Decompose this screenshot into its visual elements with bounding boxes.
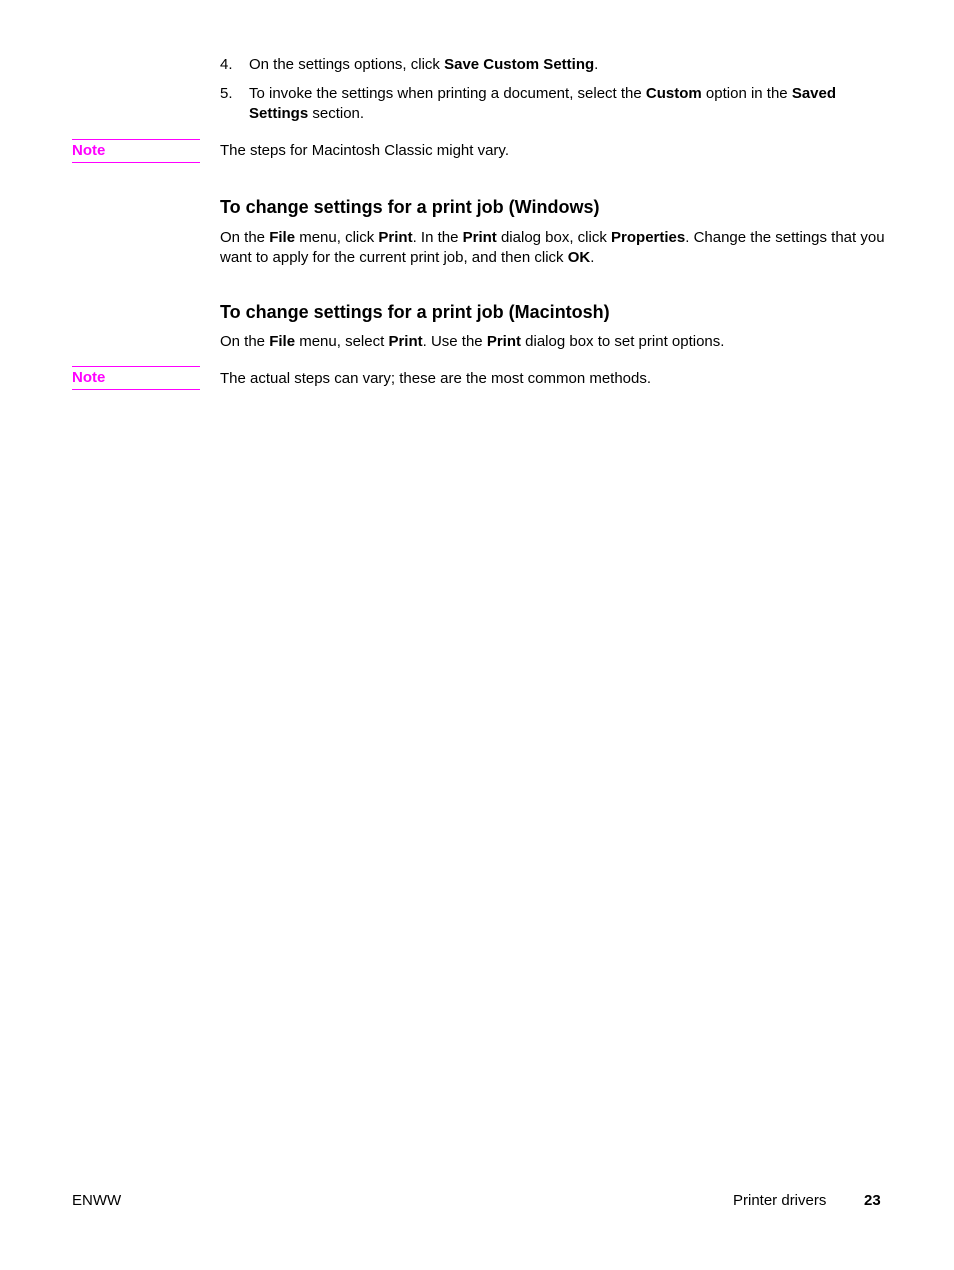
note-text: The actual steps can vary; these are the most common methods. xyxy=(220,370,652,387)
step-number: 5. xyxy=(220,85,233,102)
section-paragraph-windows: On the File menu, click Print. In the Print dialog box, click Properties. Change the settings that you want to apply for the current print job, and then click OK. xyxy=(220,229,885,266)
list-item-step-5 xyxy=(220,84,890,124)
list-item-step-4 xyxy=(220,55,890,75)
step-number: 4. xyxy=(220,56,233,73)
section-heading-macintosh: To change settings for a print job (Macintosh) xyxy=(220,302,610,322)
section-paragraph-macintosh: On the File menu, select Print. Use the Print dialog box to set print options. xyxy=(220,333,725,350)
footer-section-title: Printer drivers xyxy=(733,1192,827,1209)
step-text: To invoke the settings when printing a document, select the Custom option in the Saved Settings section. xyxy=(249,85,837,122)
section-heading-windows: To change settings for a print job (Windows) xyxy=(220,197,600,217)
step-text: On the settings options, click Save Custom Setting. xyxy=(249,56,599,73)
footer-left: ENWW xyxy=(72,1192,122,1209)
note-label: Note xyxy=(72,366,200,390)
page-number: 23 xyxy=(864,1192,881,1209)
note-text: The steps for Macintosh Classic might vary. xyxy=(220,142,509,159)
note-label: Note xyxy=(72,139,200,163)
